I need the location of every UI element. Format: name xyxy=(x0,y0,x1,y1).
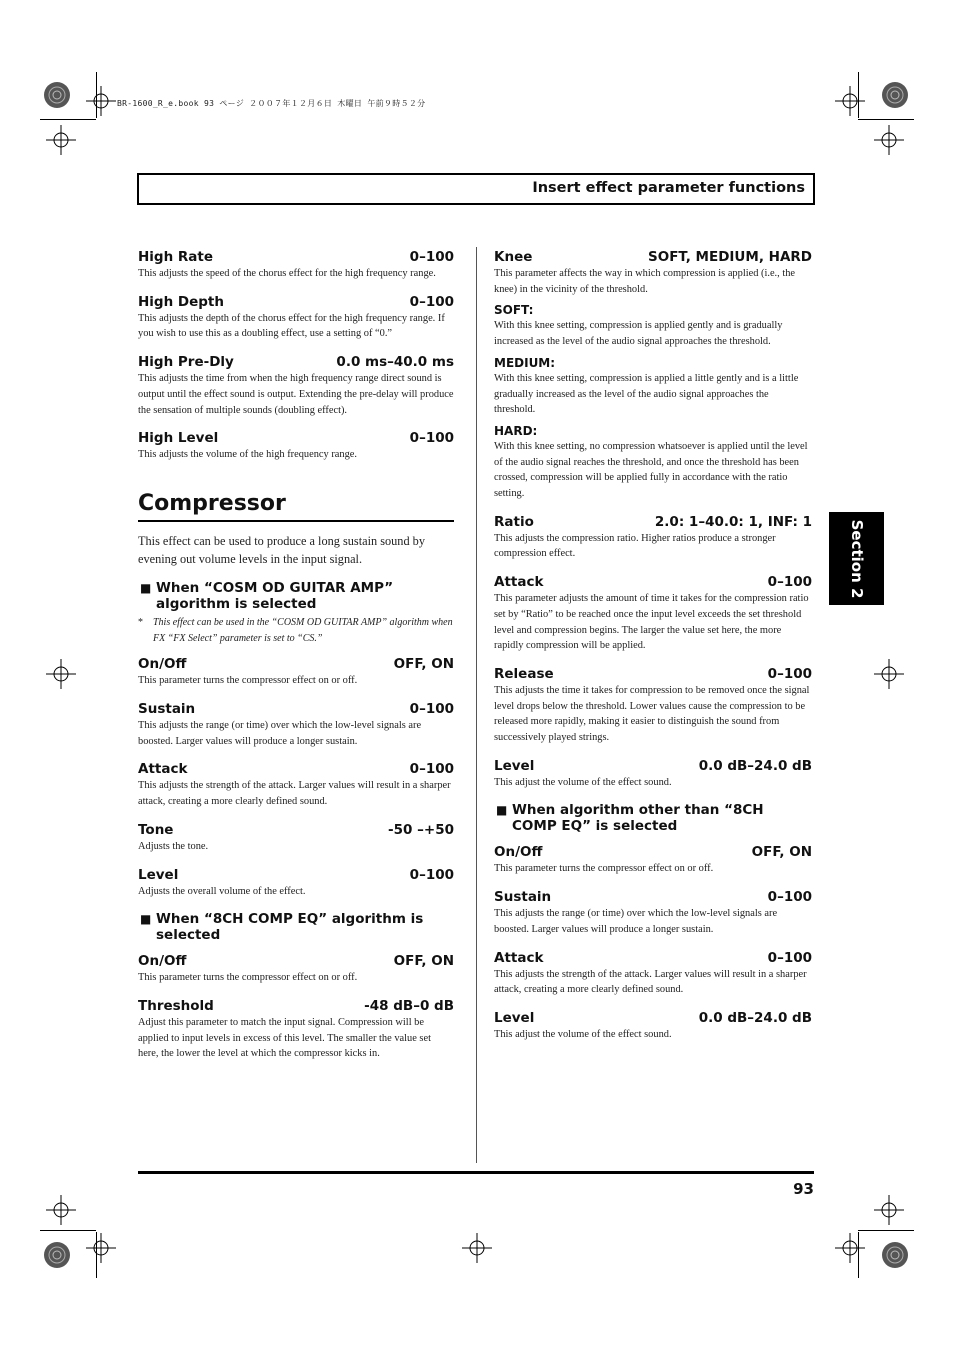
param-desc: This adjusts the speed of the chorus effect for the high frequency range. xyxy=(138,268,436,279)
param-name: On/Off xyxy=(494,844,543,861)
param-desc: This parameter adjusts the amount of time it takes for the compression ratio set by “Ratio” to be reached once the input level exceeds the set threshold level and compression begins. The larger the value set here, the more rapidly compression will be applied. xyxy=(494,593,809,652)
note-text: This effect can be used in the “COSM OD GUITAR AMP” algorithm when FX “FX Select” parameter is set to “CS.” xyxy=(153,616,453,644)
param-desc: This adjust the volume of the effect sound. xyxy=(494,776,672,788)
param-range: 0–100 xyxy=(409,430,454,447)
crop-line xyxy=(40,119,96,120)
param-high-level xyxy=(138,430,454,463)
knee-option-hard xyxy=(494,424,812,502)
knee-option-soft xyxy=(494,303,812,349)
param-name: High Level xyxy=(138,430,219,447)
param-range: 0.0 ms–40.0 ms xyxy=(336,354,454,371)
knee-option-label: MEDIUM: xyxy=(494,355,556,370)
param-range: 0–100 xyxy=(409,701,454,718)
param-name: Attack xyxy=(494,574,544,591)
crosshair-mark-icon xyxy=(835,1233,865,1263)
param-name: Attack xyxy=(138,761,188,778)
param-desc: Adjusts the tone. xyxy=(138,840,209,852)
param-range: 0–100 xyxy=(767,889,812,906)
crosshair-mark-icon xyxy=(46,1195,76,1225)
crosshair-mark-icon xyxy=(462,1233,492,1263)
param-range: 2.0: 1–40.0: 1, INF: 1 xyxy=(654,513,812,530)
param-range: -50 –+50 xyxy=(388,821,454,838)
crosshair-mark-icon xyxy=(874,125,904,155)
registration-mark-icon xyxy=(43,1241,71,1269)
param-desc: This parameter turns the compressor effect on or off. xyxy=(494,863,714,875)
asterisk-icon: * xyxy=(138,616,143,628)
param-name: Sustain xyxy=(138,701,196,718)
section-tab-label: Section 2 xyxy=(847,519,866,598)
crop-line xyxy=(858,1232,859,1278)
crop-line xyxy=(96,1232,97,1278)
right-column xyxy=(494,247,812,1043)
param-release xyxy=(494,666,812,746)
param-other-sustain xyxy=(494,889,812,937)
param-desc: This parameter affects the way in which compression is applied (i.e., the knee) in the vicinity of the threshold. xyxy=(494,268,796,295)
param-desc: Adjusts the overall volume of the effect. xyxy=(138,885,306,897)
param-name: On/Off xyxy=(138,656,187,673)
cosm-section-heading xyxy=(138,580,454,612)
crosshair-mark-icon xyxy=(835,86,865,116)
param-range: 0–100 xyxy=(409,249,454,265)
crop-line xyxy=(858,72,859,118)
param-ratio xyxy=(494,514,812,562)
section-heading-text: When “COSM OD GUITAR AMP” algorithm is selected xyxy=(156,579,394,612)
registration-mark-icon xyxy=(43,81,71,109)
param-name: On/Off xyxy=(138,953,187,970)
left-column xyxy=(138,247,454,1062)
param-desc: This adjusts the compression ratio. Higher ratios produce a stronger compression effect. xyxy=(494,532,776,560)
param-name: Level xyxy=(138,866,179,883)
param-range: OFF, ON xyxy=(393,656,454,673)
crosshair-mark-icon xyxy=(874,1195,904,1225)
param-other-attack xyxy=(494,950,812,998)
param-name: Tone xyxy=(138,821,174,838)
registration-mark-icon xyxy=(881,1241,909,1269)
footer-rule xyxy=(138,1171,814,1174)
knee-option-label: HARD: xyxy=(494,423,538,438)
page-number: 93 xyxy=(793,1180,814,1198)
param-high-pre-dly xyxy=(138,354,454,418)
crop-line xyxy=(858,1230,914,1231)
param-desc: This parameter turns the compressor effect on or off. xyxy=(138,675,358,687)
param-desc: This adjusts the strength of the attack. Larger values will result in a sharper attack, creating a more clearly defined sound. xyxy=(138,780,451,808)
param-desc: Adjust this parameter to match the input signal. Compression will be applied to input levels in excess of this level. The smaller the value set here, the lower the level at which the compressor kicks in. xyxy=(138,1016,431,1060)
param-comp8-onoff xyxy=(138,953,454,986)
param-high-rate xyxy=(138,249,454,282)
param-other-level xyxy=(494,1010,812,1043)
param-name: Ratio xyxy=(494,513,534,530)
param-name: Attack xyxy=(494,949,544,966)
comp8-section-heading xyxy=(138,911,454,943)
param-range: 0–100 xyxy=(409,293,454,310)
param-high-depth xyxy=(138,294,454,342)
registration-mark-icon xyxy=(881,81,909,109)
square-bullet-icon: ■ xyxy=(140,580,152,595)
param-cosm-onoff xyxy=(138,656,454,689)
param-range: 0–100 xyxy=(767,949,812,966)
param-name: High Depth xyxy=(138,293,224,310)
param-range: OFF, ON xyxy=(393,953,454,970)
param-other-onoff xyxy=(494,844,812,877)
knee-option-desc: With this knee setting, compression is applied gently and is gradually increased as the level of the audio signal approaches the threshold. xyxy=(494,320,783,348)
crop-line xyxy=(40,1230,96,1231)
param-desc: This adjusts the strength of the attack. Larger values will result in a sharper attack, creating a more clearly defined sound. xyxy=(494,968,807,996)
param-range: 0–100 xyxy=(409,761,454,778)
book-header: BR-1600_R_e.book 93 ページ ２００７年１２月６日 木曜日 午前９時５２分 xyxy=(117,99,426,108)
section-heading-text: When “8CH COMP EQ” algorithm is selected xyxy=(156,911,424,944)
page-title-box xyxy=(137,173,815,205)
param-attack xyxy=(494,574,812,654)
crosshair-mark-icon xyxy=(874,659,904,689)
param-range: SOFT, MEDIUM, HARD xyxy=(648,249,812,265)
param-name: Sustain xyxy=(494,889,552,906)
cosm-note xyxy=(138,615,454,646)
knee-option-medium xyxy=(494,356,812,418)
knee-option-desc: With this knee setting, no compression whatsoever is applied until the level of the audio signal reaches the threshold, and once the threshold has been crossed, compression will be applied fully in accordance with the ratio setting. xyxy=(494,440,808,500)
param-cosm-level xyxy=(138,867,454,900)
compressor-heading: Compressor xyxy=(138,491,454,522)
section-heading-text: When algorithm other than “8CH COMP EQ” is selected xyxy=(512,802,764,835)
crop-line xyxy=(858,119,914,120)
param-desc: This adjusts the time from when the high frequency range direct sound is output until the effect sound is output. Extending the pre-delay will produce the sensation of multiple sounds (doubling effect). xyxy=(138,373,454,416)
knee-option-desc: With this knee setting, compression is applied a little gently and is a little gradually increased as the level of the audio signal approaches the threshold. xyxy=(494,372,799,416)
param-desc: This parameter turns the compressor effect on or off. xyxy=(138,972,358,984)
param-desc: This adjusts the range (or time) over which the low-level signals are boosted. Larger values will produce a longer sustain. xyxy=(494,908,778,935)
page-title: Insert effect parameter functions xyxy=(532,180,805,196)
param-desc: This adjusts the volume of the high frequency range. xyxy=(138,449,358,461)
param-range: 0.0 dB–24.0 dB xyxy=(698,757,812,774)
param-range: 0–100 xyxy=(767,574,812,591)
param-name: Knee xyxy=(494,249,533,265)
param-name: Release xyxy=(494,665,554,682)
other-section-heading xyxy=(494,802,812,834)
param-range: OFF, ON xyxy=(751,844,812,861)
param-name: High Pre-Dly xyxy=(138,354,234,371)
param-desc: This adjusts the time it takes for compression to be removed once the signal level drops below the threshold. Lower values cause the compression to be released more rapidly, making it easier to distinguish the sound from successively played strings. xyxy=(494,684,810,744)
param-name: High Rate xyxy=(138,249,214,265)
param-name: Level xyxy=(494,1009,535,1026)
crop-line xyxy=(96,72,97,118)
square-bullet-icon: ■ xyxy=(140,912,152,927)
param-desc: This adjusts the range (or time) over which the low-level signals are boosted. Larger values will produce a longer sustain. xyxy=(138,720,422,747)
param-level xyxy=(494,758,812,791)
section-tab xyxy=(829,512,884,605)
param-comp8-threshold xyxy=(138,998,454,1062)
square-bullet-icon: ■ xyxy=(496,803,508,818)
param-range: 0–100 xyxy=(767,665,812,682)
param-name: Threshold xyxy=(138,997,214,1014)
param-desc: This adjusts the depth of the chorus effect for the high frequency range. If you wish to use this as a doubling effect, use a setting of “0.” xyxy=(138,312,445,340)
param-cosm-sustain xyxy=(138,701,454,749)
param-range: 0.0 dB–24.0 dB xyxy=(698,1009,812,1026)
crosshair-mark-icon xyxy=(86,86,116,116)
knee-option-label: SOFT: xyxy=(494,303,534,318)
param-name: Level xyxy=(494,757,535,774)
compressor-intro: This effect can be used to produce a long sustain sound by evening out volume levels in the input signal. xyxy=(138,533,425,566)
crosshair-mark-icon xyxy=(46,125,76,155)
param-knee xyxy=(494,249,812,297)
crosshair-mark-icon xyxy=(86,1233,116,1263)
param-range: 0–100 xyxy=(409,866,454,883)
param-desc: This adjust the volume of the effect sound. xyxy=(494,1028,672,1040)
column-divider xyxy=(476,247,477,1163)
param-cosm-tone xyxy=(138,822,454,855)
param-range: -48 dB–0 dB xyxy=(364,997,454,1014)
param-cosm-attack xyxy=(138,761,454,809)
crosshair-mark-icon xyxy=(46,659,76,689)
